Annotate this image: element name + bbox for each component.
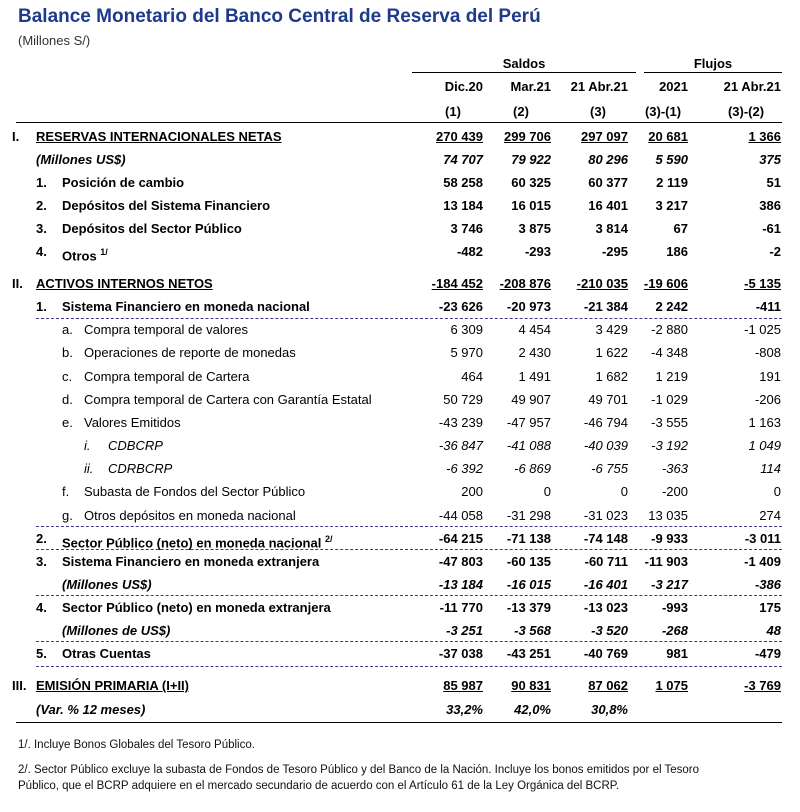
- cell: -3 192: [651, 438, 688, 453]
- cell: -363: [661, 461, 688, 476]
- footnote-1: 1/. Incluye Bonos Globales del Tesoro Público.: [18, 739, 255, 751]
- cell: 175: [759, 600, 781, 615]
- row-label: CDRBCRP: [108, 461, 173, 476]
- col-header-2: Mar.21: [510, 79, 551, 94]
- cell: 114: [760, 461, 781, 476]
- row-index: 4.: [36, 600, 47, 615]
- row-label: Sector Público (neto) en moneda nacional $^{2/}$: [62, 534, 333, 551]
- cell: -479: [754, 646, 781, 661]
- cell: 200: [461, 484, 483, 499]
- cell: 50 729: [443, 392, 483, 407]
- cell: 3 429: [595, 322, 628, 337]
- row-label: Sector Público (neto) en moneda extranjera: [62, 600, 331, 615]
- table-row: [0, 319, 800, 341]
- table-row: [0, 412, 800, 434]
- row-label: Depósitos del Sector Público: [62, 221, 242, 236]
- row-label: Otras Cuentas: [62, 646, 151, 661]
- cell: 191: [759, 369, 781, 384]
- table-row: [0, 643, 800, 665]
- table-row: [0, 389, 800, 411]
- cell: 42,0%: [514, 702, 551, 717]
- cell: -210 035: [576, 276, 628, 291]
- cell: 1 075: [655, 678, 688, 693]
- cell: 3 814: [595, 221, 628, 236]
- cell: 49 907: [511, 392, 551, 407]
- cell: -71 138: [506, 531, 551, 546]
- group-saldos: Saldos: [502, 56, 546, 71]
- row-label: Sistema Financiero en moneda extranjera: [62, 554, 320, 569]
- cell: 16 401: [588, 198, 628, 213]
- row-index: 3.: [36, 554, 47, 569]
- row-index: 2.: [36, 531, 47, 546]
- cell: 13 184: [443, 198, 483, 213]
- cell: 90 831: [511, 678, 551, 693]
- cell: -47 803: [438, 554, 483, 569]
- cell: 60 377: [588, 175, 628, 190]
- row-divider: [36, 641, 782, 642]
- col-header-1: Dic.20: [444, 79, 483, 94]
- cell: 67: [673, 221, 688, 236]
- footnote-2-line-2: Público, que el BCRP adquiere en el mercado secundario de acuerdo con el Artículo 61 de la Ley Orgánica del BCRP.: [18, 780, 620, 792]
- table-row: [0, 126, 800, 148]
- cell: -47 957: [506, 415, 551, 430]
- cell: 80 296: [588, 152, 628, 167]
- row-index: d.: [62, 392, 73, 407]
- table-row: [0, 273, 800, 295]
- cell: 13 035: [648, 508, 688, 523]
- table-row: [0, 172, 800, 194]
- col-id-4: (3)-(1): [644, 104, 682, 119]
- col-id-5: (3)-(2): [727, 104, 765, 119]
- table-row: [0, 366, 800, 388]
- row-label: EMISIÓN PRIMARIA (I+II): [36, 678, 189, 693]
- table-row: [0, 675, 800, 697]
- cell: -993: [661, 600, 688, 615]
- cell: -200: [661, 484, 688, 499]
- row-index: 5.: [36, 646, 47, 661]
- row-label: Otros $^{1/}$: [62, 247, 108, 264]
- row-index: f.: [62, 484, 70, 499]
- cell: -1 409: [744, 554, 781, 569]
- row-index: b.: [62, 345, 73, 360]
- table-row: [0, 597, 800, 619]
- row-label: Compra temporal de Cartera con Garantía Estatal: [84, 392, 372, 407]
- row-index: I.: [12, 129, 20, 144]
- cell: -37 038: [438, 646, 483, 661]
- cell: 3 875: [518, 221, 551, 236]
- cell: -44 058: [438, 508, 483, 523]
- row-index: c.: [62, 369, 73, 384]
- row-index: a.: [62, 322, 73, 337]
- table-row: [0, 620, 800, 642]
- row-divider: [36, 526, 782, 527]
- cell: -3 011: [744, 531, 781, 546]
- cell: -808: [754, 345, 781, 360]
- cell: -206: [754, 392, 781, 407]
- cell: -2 880: [651, 322, 688, 337]
- table-row: [0, 699, 800, 721]
- cell: -4 348: [651, 345, 688, 360]
- footnote-ref: 2/: [324, 534, 333, 544]
- cell: -482: [456, 244, 483, 259]
- cell: 6 309: [450, 322, 483, 337]
- cell: -13 184: [438, 577, 483, 592]
- cell: 297 097: [581, 129, 628, 144]
- table-row: [0, 505, 800, 527]
- table-row: [0, 551, 800, 573]
- cell: 30,8%: [591, 702, 628, 717]
- table-bottom-rule: [16, 722, 782, 723]
- cell: 48: [766, 623, 781, 638]
- cell: 274: [759, 508, 781, 523]
- cell: -3 555: [651, 415, 688, 430]
- row-index: II.: [12, 276, 23, 291]
- table-row: [0, 435, 800, 457]
- cell: -23 626: [438, 299, 483, 314]
- cell: -11 903: [644, 554, 688, 569]
- cell: -2: [769, 244, 781, 259]
- cell: -64 215: [438, 531, 483, 546]
- cell: 0: [620, 484, 628, 499]
- cell: -46 794: [583, 415, 628, 430]
- col-id-1: (1): [445, 104, 461, 119]
- cell: -386: [754, 577, 781, 592]
- col-id-2: (2): [513, 104, 529, 119]
- cell: -295: [601, 244, 628, 259]
- cell: -40 769: [583, 646, 628, 661]
- col-header-3: 21 Abr.21: [570, 79, 628, 94]
- cell: -61: [762, 221, 781, 236]
- cell: -6 755: [591, 461, 628, 476]
- row-index: g.: [62, 508, 73, 523]
- cell: 2 242: [655, 299, 688, 314]
- cell: 3 217: [655, 198, 688, 213]
- group-flujos: Flujos: [693, 56, 733, 71]
- cell: 5 590: [655, 152, 688, 167]
- cell: -208 876: [499, 276, 551, 291]
- cell: -9 933: [651, 531, 688, 546]
- cell: 87 062: [588, 678, 628, 693]
- cell: 3 746: [450, 221, 483, 236]
- row-label: Posición de cambio: [62, 175, 185, 190]
- row-label: Depósitos del Sistema Financiero: [62, 198, 271, 213]
- row-label: ACTIVOS INTERNOS NETOS: [36, 276, 213, 291]
- cell: 5 970: [450, 345, 483, 360]
- cell: -3 769: [744, 678, 781, 693]
- row-label: Otros depósitos en moneda nacional: [84, 508, 296, 523]
- row-index: III.: [12, 678, 27, 693]
- cell: 49 701: [588, 392, 628, 407]
- cell: 20 681: [648, 129, 688, 144]
- page-title: Balance Monetario del Banco Central de Reserva del Perú: [18, 6, 541, 27]
- cell: 0: [543, 484, 551, 499]
- col-id-3: (3): [590, 104, 606, 119]
- row-index: 1.: [36, 299, 47, 314]
- row-index: 2.: [36, 198, 47, 213]
- header-bottom-rule: [16, 122, 782, 123]
- cell: -1 025: [744, 322, 781, 337]
- cell: -3 568: [514, 623, 551, 638]
- row-label: RESERVAS INTERNACIONALES NETAS: [36, 129, 282, 144]
- col-header-5: 21 Abr.21: [723, 79, 781, 94]
- saldos-rule: [412, 72, 636, 73]
- cell: 4 454: [518, 322, 551, 337]
- table-row: [0, 195, 800, 217]
- row-index: e.: [62, 415, 73, 430]
- row-label: CDBCRP: [108, 438, 163, 453]
- cell: -6 869: [514, 461, 551, 476]
- cell: 299 706: [504, 129, 551, 144]
- cell: -31 023: [583, 508, 628, 523]
- table-row: [0, 481, 800, 503]
- cell: 33,2%: [446, 702, 483, 717]
- cell: 58 258: [443, 175, 483, 190]
- row-index: 1.: [36, 175, 47, 190]
- cell: -41 088: [506, 438, 551, 453]
- cell: -20 973: [506, 299, 551, 314]
- cell: 79 922: [511, 152, 551, 167]
- cell: 1 682: [595, 369, 628, 384]
- row-divider: [36, 549, 782, 550]
- col-header-4: 2021: [659, 79, 688, 94]
- cell: -43 239: [438, 415, 483, 430]
- row-label: Valores Emitidos: [84, 415, 181, 430]
- cell: -16 401: [583, 577, 628, 592]
- table-row: [0, 574, 800, 596]
- cell: 85 987: [443, 678, 483, 693]
- cell: 981: [666, 646, 688, 661]
- row-label: (Millones US$): [62, 577, 152, 592]
- cell: -31 298: [506, 508, 551, 523]
- table-row: [0, 149, 800, 171]
- cell: 74 707: [443, 152, 483, 167]
- row-index: ii.: [84, 461, 94, 476]
- cell: -3 217: [651, 577, 688, 592]
- cell: -3 520: [591, 623, 628, 638]
- table-row: [0, 241, 800, 263]
- cell: -411: [755, 299, 781, 314]
- cell: 1 622: [595, 345, 628, 360]
- row-label: Subasta de Fondos del Sector Público: [84, 484, 306, 499]
- row-label: (Millones US$): [36, 152, 126, 167]
- cell: 1 219: [655, 369, 688, 384]
- cell: -60 711: [584, 554, 628, 569]
- table-row: [0, 218, 800, 240]
- cell: -13 379: [506, 600, 551, 615]
- row-index: 3.: [36, 221, 47, 236]
- table-row: [0, 458, 800, 480]
- table-row: [0, 342, 800, 364]
- row-label: Operaciones de reporte de monedas: [84, 345, 296, 360]
- cell: 375: [759, 152, 781, 167]
- cell: 1 366: [748, 129, 781, 144]
- cell: -16 015: [506, 577, 551, 592]
- cell: -293: [524, 244, 551, 259]
- row-index: i.: [84, 438, 91, 453]
- cell: 1 049: [748, 438, 781, 453]
- cell: -13 023: [583, 600, 628, 615]
- row-index: 4.: [36, 244, 47, 259]
- cell: 464: [461, 369, 483, 384]
- cell: -3 251: [446, 623, 483, 638]
- cell: 1 163: [748, 415, 781, 430]
- cell: 16 015: [511, 198, 551, 213]
- flujos-rule: [644, 72, 782, 73]
- cell: 2 430: [518, 345, 551, 360]
- row-label: Compra temporal de Cartera: [84, 369, 250, 384]
- cell: -5 135: [744, 276, 781, 291]
- table-row: [0, 296, 800, 318]
- cell: -6 392: [446, 461, 483, 476]
- cell: 386: [759, 198, 781, 213]
- row-label: Compra temporal de valores: [84, 322, 249, 337]
- page-subtitle: (Millones S/): [18, 33, 91, 48]
- footnote-2-line-1: 2/. Sector Público excluye la subasta de Fondos de Tesoro Público y del Banco de la Nación. Incluye los bonos emitidos por el Tesoro: [18, 764, 700, 776]
- footnote-ref: 1/: [100, 247, 108, 257]
- cell: -19 606: [643, 276, 688, 291]
- cell: -11 770: [439, 600, 483, 615]
- cell: -1 029: [651, 392, 688, 407]
- cell: 1 491: [518, 369, 551, 384]
- row-divider: [36, 666, 782, 667]
- row-divider: [36, 595, 782, 596]
- cell: 0: [773, 484, 781, 499]
- cell: -268: [661, 623, 688, 638]
- row-label: (Var. % 12 meses): [36, 702, 146, 717]
- row-label: (Millones de US$): [62, 623, 171, 638]
- cell: -184 452: [431, 276, 483, 291]
- cell: -36 847: [438, 438, 483, 453]
- cell: -21 384: [583, 299, 628, 314]
- cell: 270 439: [436, 129, 483, 144]
- cell: -43 251: [506, 646, 551, 661]
- row-label: Sistema Financiero en moneda nacional: [62, 299, 310, 314]
- cell: -60 135: [506, 554, 551, 569]
- cell: 186: [666, 244, 688, 259]
- cell: 2 119: [656, 175, 688, 190]
- cell: -40 039: [583, 438, 628, 453]
- cell: 51: [766, 175, 781, 190]
- cell: -74 148: [583, 531, 628, 546]
- cell: 60 325: [511, 175, 551, 190]
- table-row: [0, 528, 800, 550]
